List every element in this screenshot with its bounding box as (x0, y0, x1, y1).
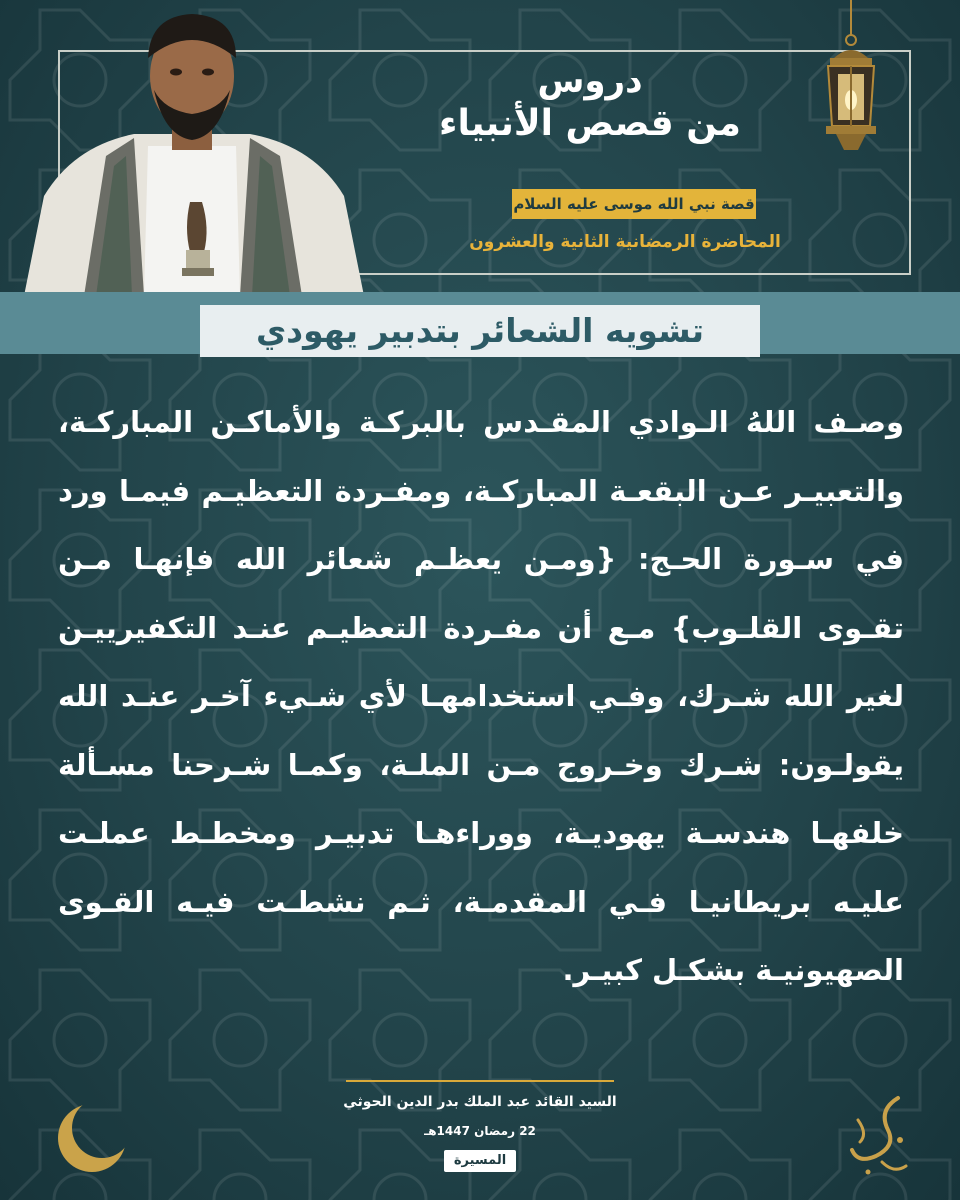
speaker-name: السيد القائد عبد الملك بدر الدين الحوثي (343, 1094, 617, 1110)
body-text: وصـف اللهُ الـوادي المقـدس بالبركـة والأماكـن المباركـة، والتعبيـر عـن البقعـة المباركـة، ومفـردة التعظيـم فيمـا ورد في سـورة الحـج: {ومـن يعظـم شعائر الله فإنهـا مـن تقـوى القلـوب} مـع أن مفـردة التعظيـم عنـد التكفيرييـن لغير الله شـرك، وفـي استخدامهـا لأي شـيء آخـر عنـد الله يقولـون: شـرك وخـروج مـن الملـة، وكمـا شـرحنا مسـألة خلفهـا هندسـة يهوديـة، ووراءهـا تدبيـر ومخطـط عملـت عليـه بريطانيـا فـي المقدمـة، ثـم نشطـت فيـه القـوى الصهيونيـة بشكـل كبيـر. (58, 405, 904, 987)
masirah-logo: المسيرة (444, 1150, 516, 1172)
title-block (380, 62, 800, 146)
crescent-icon (52, 1098, 132, 1178)
footer-divider (346, 1080, 614, 1082)
title-line-2: من قصص الأنبياء (439, 103, 741, 145)
title-line-1: دروس (537, 61, 643, 101)
lantern-icon (806, 0, 896, 165)
date-label: 22 رمضان 1447هـ (424, 1124, 536, 1138)
speaker-portrait (14, 6, 370, 296)
headline: تشويه الشعائر بتدبير يهودي (255, 311, 705, 350)
headline-bar (200, 305, 760, 357)
lecture-number: المحاضرة الرمضانية الثانية والعشرون (469, 232, 781, 252)
ramadan-calligraphy-icon (838, 1090, 916, 1180)
series-badge: قصة نبي الله موسى عليه السلام (512, 189, 756, 219)
